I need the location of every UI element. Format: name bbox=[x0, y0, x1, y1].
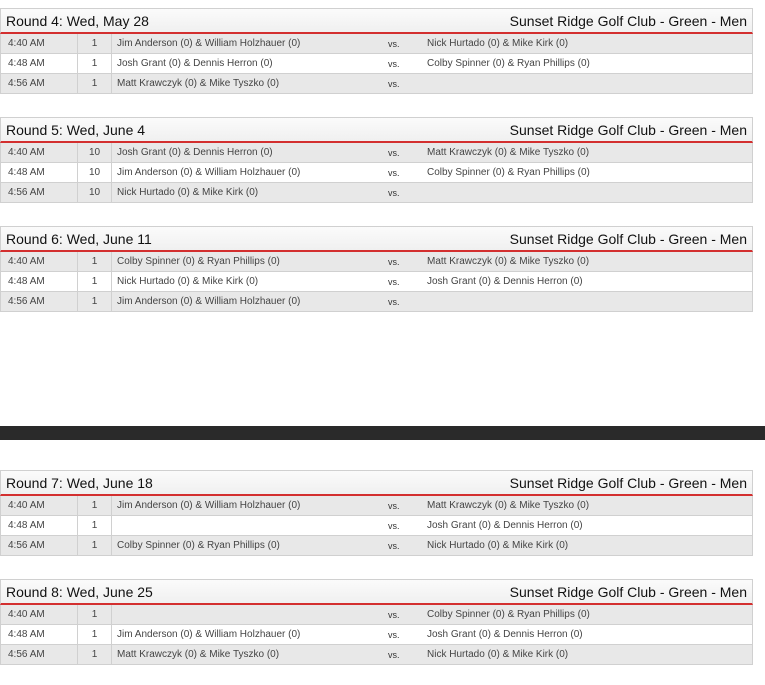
start-hole: 1 bbox=[78, 252, 112, 271]
versus-label: vs. bbox=[388, 520, 400, 531]
tee-time: 4:48 AM bbox=[1, 163, 78, 182]
table-row bbox=[0, 54, 753, 74]
start-hole: 10 bbox=[78, 163, 112, 182]
start-hole: 1 bbox=[78, 54, 112, 73]
start-hole: 1 bbox=[78, 34, 112, 53]
table-row bbox=[0, 536, 753, 556]
versus-label: vs. bbox=[388, 649, 400, 660]
table-row bbox=[0, 163, 753, 183]
tee-time: 4:48 AM bbox=[1, 54, 78, 73]
round-title: Round 6: Wed, June 11 bbox=[6, 230, 152, 247]
team-2: Josh Grant (0) & Dennis Herron (0) bbox=[427, 520, 583, 531]
team-2: Nick Hurtado (0) & Mike Kirk (0) bbox=[427, 38, 569, 49]
team-1: Matt Krawczyk (0) & Mike Tyszko (0) bbox=[117, 649, 280, 660]
table-row bbox=[0, 34, 753, 54]
tee-time: 4:48 AM bbox=[1, 272, 78, 291]
start-hole: 1 bbox=[78, 605, 112, 624]
team-1: Nick Hurtado (0) & Mike Kirk (0) bbox=[117, 276, 259, 287]
tee-time: 4:56 AM bbox=[1, 645, 78, 664]
start-hole: 10 bbox=[78, 143, 112, 162]
round-title: Round 7: Wed, June 18 bbox=[6, 474, 153, 491]
start-hole: 1 bbox=[78, 625, 112, 644]
tee-time: 4:56 AM bbox=[1, 536, 78, 555]
team-1: Nick Hurtado (0) & Mike Kirk (0) bbox=[117, 187, 259, 198]
tee-time: 4:48 AM bbox=[1, 625, 78, 644]
table-row bbox=[0, 625, 753, 645]
round-title: Round 4: Wed, May 28 bbox=[6, 12, 149, 29]
tee-time: 4:40 AM bbox=[1, 143, 78, 162]
team-2: Colby Spinner (0) & Ryan Phillips (0) bbox=[427, 167, 590, 178]
start-hole: 1 bbox=[78, 292, 112, 311]
team-2: Matt Krawczyk (0) & Mike Tyszko (0) bbox=[427, 500, 590, 511]
versus-label: vs. bbox=[388, 609, 400, 620]
versus-label: vs. bbox=[388, 256, 400, 267]
round-course: Sunset Ridge Golf Club - Green - Men bbox=[509, 230, 747, 247]
round-header bbox=[0, 226, 753, 252]
start-hole: 1 bbox=[78, 272, 112, 291]
table-row bbox=[0, 183, 753, 203]
start-hole: 1 bbox=[78, 645, 112, 664]
table-row bbox=[0, 605, 753, 625]
tee-time: 4:56 AM bbox=[1, 74, 78, 93]
tee-time: 4:40 AM bbox=[1, 252, 78, 271]
team-1: Colby Spinner (0) & Ryan Phillips (0) bbox=[117, 540, 280, 551]
round-4-section bbox=[0, 8, 753, 94]
table-row bbox=[0, 252, 753, 272]
tee-time: 4:40 AM bbox=[1, 605, 78, 624]
team-1: Josh Grant (0) & Dennis Herron (0) bbox=[117, 147, 273, 158]
table-row bbox=[0, 272, 753, 292]
round-title: Round 5: Wed, June 4 bbox=[6, 121, 146, 138]
team-2: Josh Grant (0) & Dennis Herron (0) bbox=[427, 276, 583, 287]
table-row bbox=[0, 645, 753, 665]
team-2: Nick Hurtado (0) & Mike Kirk (0) bbox=[427, 540, 569, 551]
round-course: Sunset Ridge Golf Club - Green - Men bbox=[509, 121, 747, 138]
section-divider bbox=[0, 426, 765, 440]
versus-label: vs. bbox=[388, 167, 400, 178]
team-1: Jim Anderson (0) & William Holzhauer (0) bbox=[117, 38, 301, 49]
versus-label: vs. bbox=[388, 187, 400, 198]
tee-time: 4:40 AM bbox=[1, 496, 78, 515]
tee-time: 4:56 AM bbox=[1, 292, 78, 311]
team-1: Colby Spinner (0) & Ryan Phillips (0) bbox=[117, 256, 280, 267]
round-header bbox=[0, 8, 753, 34]
round-7-section bbox=[0, 470, 753, 556]
round-header bbox=[0, 117, 753, 143]
tee-time: 4:40 AM bbox=[1, 34, 78, 53]
team-2: Josh Grant (0) & Dennis Herron (0) bbox=[427, 629, 583, 640]
versus-label: vs. bbox=[388, 296, 400, 307]
team-1: Matt Krawczyk (0) & Mike Tyszko (0) bbox=[117, 78, 280, 89]
team-1: Jim Anderson (0) & William Holzhauer (0) bbox=[117, 167, 301, 178]
versus-label: vs. bbox=[388, 147, 400, 158]
team-2: Colby Spinner (0) & Ryan Phillips (0) bbox=[427, 609, 590, 620]
team-2: Matt Krawczyk (0) & Mike Tyszko (0) bbox=[427, 256, 590, 267]
table-row bbox=[0, 74, 753, 94]
team-1: Jim Anderson (0) & William Holzhauer (0) bbox=[117, 629, 301, 640]
team-2: Colby Spinner (0) & Ryan Phillips (0) bbox=[427, 58, 590, 69]
tee-time: 4:48 AM bbox=[1, 516, 78, 535]
table-row bbox=[0, 516, 753, 536]
round-header bbox=[0, 579, 753, 605]
round-course: Sunset Ridge Golf Club - Green - Men bbox=[509, 583, 747, 600]
round-course: Sunset Ridge Golf Club - Green - Men bbox=[509, 12, 747, 29]
start-hole: 1 bbox=[78, 496, 112, 515]
table-row bbox=[0, 143, 753, 163]
table-row bbox=[0, 292, 753, 312]
versus-label: vs. bbox=[388, 540, 400, 551]
team-2: Nick Hurtado (0) & Mike Kirk (0) bbox=[427, 649, 569, 660]
team-2: Matt Krawczyk (0) & Mike Tyszko (0) bbox=[427, 147, 590, 158]
versus-label: vs. bbox=[388, 78, 400, 89]
versus-label: vs. bbox=[388, 58, 400, 69]
versus-label: vs. bbox=[388, 629, 400, 640]
table-row bbox=[0, 496, 753, 516]
round-8-section bbox=[0, 579, 753, 665]
start-hole: 1 bbox=[78, 516, 112, 535]
team-1: Jim Anderson (0) & William Holzhauer (0) bbox=[117, 296, 301, 307]
round-course: Sunset Ridge Golf Club - Green - Men bbox=[509, 474, 747, 491]
start-hole: 1 bbox=[78, 74, 112, 93]
versus-label: vs. bbox=[388, 500, 400, 511]
start-hole: 1 bbox=[78, 536, 112, 555]
team-1: Josh Grant (0) & Dennis Herron (0) bbox=[117, 58, 273, 69]
round-title: Round 8: Wed, June 25 bbox=[6, 583, 153, 600]
versus-label: vs. bbox=[388, 38, 400, 49]
round-5-section bbox=[0, 117, 753, 203]
round-6-section bbox=[0, 226, 753, 312]
round-header bbox=[0, 470, 753, 496]
tee-time: 4:56 AM bbox=[1, 183, 78, 202]
start-hole: 10 bbox=[78, 183, 112, 202]
versus-label: vs. bbox=[388, 276, 400, 287]
team-1: Jim Anderson (0) & William Holzhauer (0) bbox=[117, 500, 301, 511]
